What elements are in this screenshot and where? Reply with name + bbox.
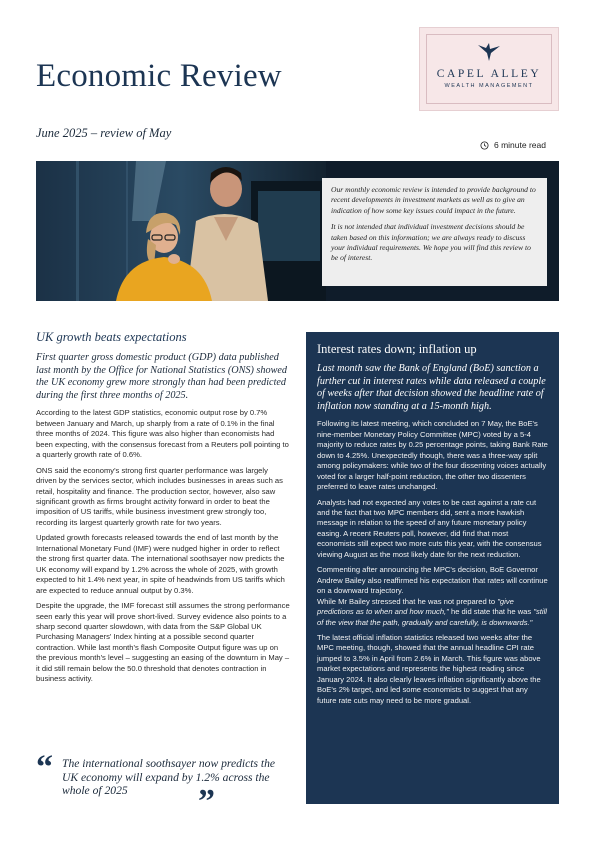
left-article <box>36 330 290 690</box>
intro-paragraph-1: Our monthly economic review is intended to provide background to recent developments in investment markets as well as to give an indication of how some key issues could impact in the future. <box>331 185 536 215</box>
left-paragraph-1: According to the latest GDP statistics, economic output rose by 0.7% between January and March, up sharply from a rate of 0.1% in the final three months of 2024. This figure was also higher than economists had been expecting, with the consensus forecast from a Reuters poll pointing to a quarterly growth rate of 0.6%. <box>36 408 289 460</box>
right-article-lead: Last month saw the Bank of England (BoE) sanction a further cut in interest rates while data released a couple of weeks after that decision showed the headline rate of inflation now standing at a 15-month high. <box>317 363 546 412</box>
right-paragraph-2: Analysts had not expected any votes to be cast against a rate cut and the fact that two MPC members did, sent a more hawkish message in relation to the speed of any future monetary policy easing. A recent Reuters poll, however, did find that most economists still expect two more cuts this year, with the consensus viewing August as the most likely date for the next reduction. <box>317 497 542 559</box>
right-paragraph-5: The latest official inflation statistics released two weeks after the MPC meeting, though, showed that the annual headline CPI rate jumped to 3.5% in April from 2.6% in March. This figure was above market expectations and represents the highest reading since January 2024. It also clearly leaves inflation significantly above the BoE's 2% target, and led some economists to suggest that any future rate cuts may need to be more gradual. <box>317 632 541 705</box>
right-paragraph-4-text-b: he did state that he was <box>448 607 534 617</box>
logo-tagline: WEALTH MANAGEMENT <box>444 83 534 89</box>
company-logo <box>419 27 559 111</box>
right-paragraph-3: Commenting after announcing the MPC's decision, BoE Governor Andrew Bailey also reaffirmed his expectation that rates will continue on a downward trajectory. <box>317 565 548 596</box>
read-time <box>480 140 546 150</box>
issue-subtitle: June 2025 – review of May <box>36 126 172 140</box>
left-paragraph-4: Despite the upgrade, the IMF forecast still assumes the strong performance seen early this year will prove short-lived. Survey evidence also points to a sharp second quarter slowdown, with data from the S&P Global UK Purchasing Managers' Index hinting at a possible second quarter contraction. While last month's flash Composite Output figure was up on the previous month's level – suggesting an easing of the downturn in May – it did still remain below the 50.0 threshold that denotes contraction in business activity. <box>36 601 290 684</box>
right-article <box>306 332 559 804</box>
close-quote-icon: ” <box>198 783 215 820</box>
pull-quote <box>36 749 290 820</box>
right-paragraph-1: Following its latest meeting, which concluded on 7 May, the BoE's nine-member Monetary Policy Committee (MPC) voted by a 5-4 majority to reduce rates by 0.25 percentage points, taking Bank Rate down to 4.25%. Unexpectedly though, there was a three-way split among policymakers: while two of the four dissenting voices actually voted for a larger half-point reduction, the other two dissenters preferred to leave rates unchanged. <box>317 419 548 492</box>
office-photo <box>36 161 326 301</box>
bailey-quote-1: "give predictions as to when and how much," <box>317 596 514 617</box>
left-paragraph-2: ONS said the economy's strong first quarter performance was largely driven by the services sector, which includes businesses in areas such as retail, hospitality and finance. The production sector, however, also saw significant growth as firms brought activity forward in order to beat the imposition of US tariffs, while business investment grew strongly too, recording its largest quarterly growth rate for two years. <box>36 465 283 527</box>
clock-icon <box>480 141 489 150</box>
left-article-lead: First quarter gross domestic product (GDP) data published last month by the Office for National Statistics (ONS) showed the UK economy grew more strongly than had been predicted during the first three months of 2025. <box>36 352 287 401</box>
right-paragraph-4 <box>317 597 548 628</box>
intro-paragraph-2: It is not intended that individual investment decisions should be taken based on this information; we are always ready to discuss your individual requirements. We hope you will find this review to be of interest. <box>331 222 531 263</box>
read-time-label: 6 minute read <box>494 140 546 150</box>
left-paragraph-3: Updated growth forecasts released towards the end of last month by the International Monetary Fund (IMF) were nudged higher in order to reflect the strong first quarter data. The international soothsayer now predicts the UK economy will expand by 1.2% across the whole of 2025, with growth expected to hit 1.4% next year, in spite of headwinds from US tariffs which are expected to reduce annual output by 0.3%. <box>36 533 285 595</box>
bailey-quote-2: "still of the view that the path, gradually and carefully, is downwards." <box>317 607 547 627</box>
intro-text-box <box>322 178 547 286</box>
right-article-heading: Interest rates down; inflation up <box>317 342 477 356</box>
bird-icon <box>476 41 502 63</box>
logo-name: CAPEL ALLEY <box>436 68 542 80</box>
pull-quote-text: The international soothsayer now predicts the UK economy will expand by 1.2% across the whole of 2025 <box>62 757 276 798</box>
open-quote-icon: “ <box>36 749 53 786</box>
right-paragraph-4-text-a: While Mr Bailey stressed that he was not prepared to <box>317 596 498 606</box>
left-article-heading: UK growth beats expectations <box>36 330 187 344</box>
page-title: Economic Review <box>36 58 282 94</box>
